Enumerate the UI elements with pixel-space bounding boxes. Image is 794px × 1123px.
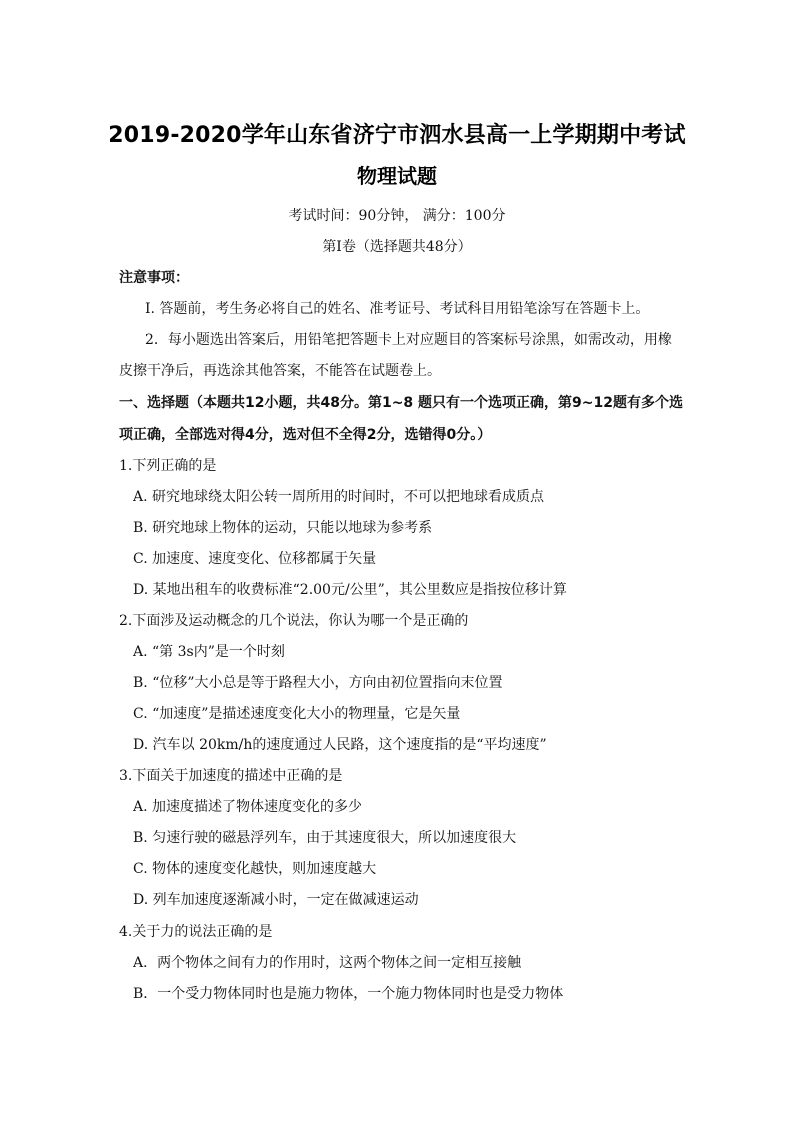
question-option: D. 列车加速度逐渐减小时，一定在做减速运动 [133, 892, 419, 908]
question-option: D. 汽车以 20km/h的速度通过人民路，这个速度指的是“平均速度” [133, 737, 547, 753]
question-stem: 4.关于力的说法正确的是 [119, 924, 273, 940]
note-item-1: Ⅰ. 答题前，考生务必将自己的姓名、准考证号、考试科目用铅笔涂写在答题卡上。 [145, 301, 650, 317]
volume-heading: 第Ⅰ卷（选择题共48分） [322, 239, 472, 255]
note-item-2-line-2: 皮擦干净后，再选涂其他答案，不能答在试题卷上。 [119, 363, 441, 379]
section-heading-line-2: 项正确，全部选对得4分，选对但不全得2分，选错得0分。） [119, 427, 492, 443]
section-heading-line-1: 一、选择题（本题共12小题，共48分。第1~8 题只有一个选项正确，第9~12题有多个选 [119, 395, 684, 411]
question-option: D. 某地出租车的收费标准“2.00元/公里”，其公里数应是指按位移计算 [133, 582, 567, 598]
document-subtitle: 物理试题 [357, 164, 437, 188]
question-option: B．一个受力物体同时也是施力物体，一个施力物体同时也是受力物体 [133, 986, 564, 1002]
question-option: C. 加速度、速度变化、位移都属于矢量 [133, 551, 377, 567]
note-item-2-line-1: 2．每小题选出答案后，用铅笔把答题卡上对应题目的答案标号涂黑，如需改动，用橡 [145, 332, 672, 348]
question-option: B. “位移”大小总是等于路程大小，方向由初位置指向末位置 [133, 675, 503, 691]
question-stem: 2.下面涉及运动概念的几个说法，你认为哪一个是正确的 [119, 613, 469, 629]
document-title: 2019-2020学年山东省济宁市泗水县高一上学期期中考试 [108, 123, 686, 148]
question-option: A. 研究地球绕太阳公转一周所用的时间时，不可以把地球看成质点 [133, 489, 545, 505]
question-stem: 3.下面关于加速度的描述中正确的是 [119, 768, 343, 784]
exam-info: 考试时间：90分钟， 满分：100分 [288, 208, 506, 224]
question-option: A. “第 3s内”是一个时刻 [133, 644, 285, 660]
question-option: B. 匀速行驶的磁悬浮列车，由于其速度很大，所以加速度很大 [133, 830, 517, 846]
question-option: C. 物体的速度变化越快，则加速度越大 [133, 861, 377, 877]
question-option: B. 研究地球上物体的运动，只能以地球为参考系 [133, 520, 433, 536]
question-option: A. 加速度描述了物体速度变化的多少 [133, 799, 363, 815]
question-stem: 1.下列正确的是 [119, 458, 217, 474]
question-option: A．两个物体之间有力的作用时，这两个物体之间一定相互接触 [133, 955, 522, 971]
notes-heading: 注意事项： [119, 270, 189, 286]
question-option: C. “加速度”是描述速度变化大小的物理量，它是矢量 [133, 706, 461, 722]
